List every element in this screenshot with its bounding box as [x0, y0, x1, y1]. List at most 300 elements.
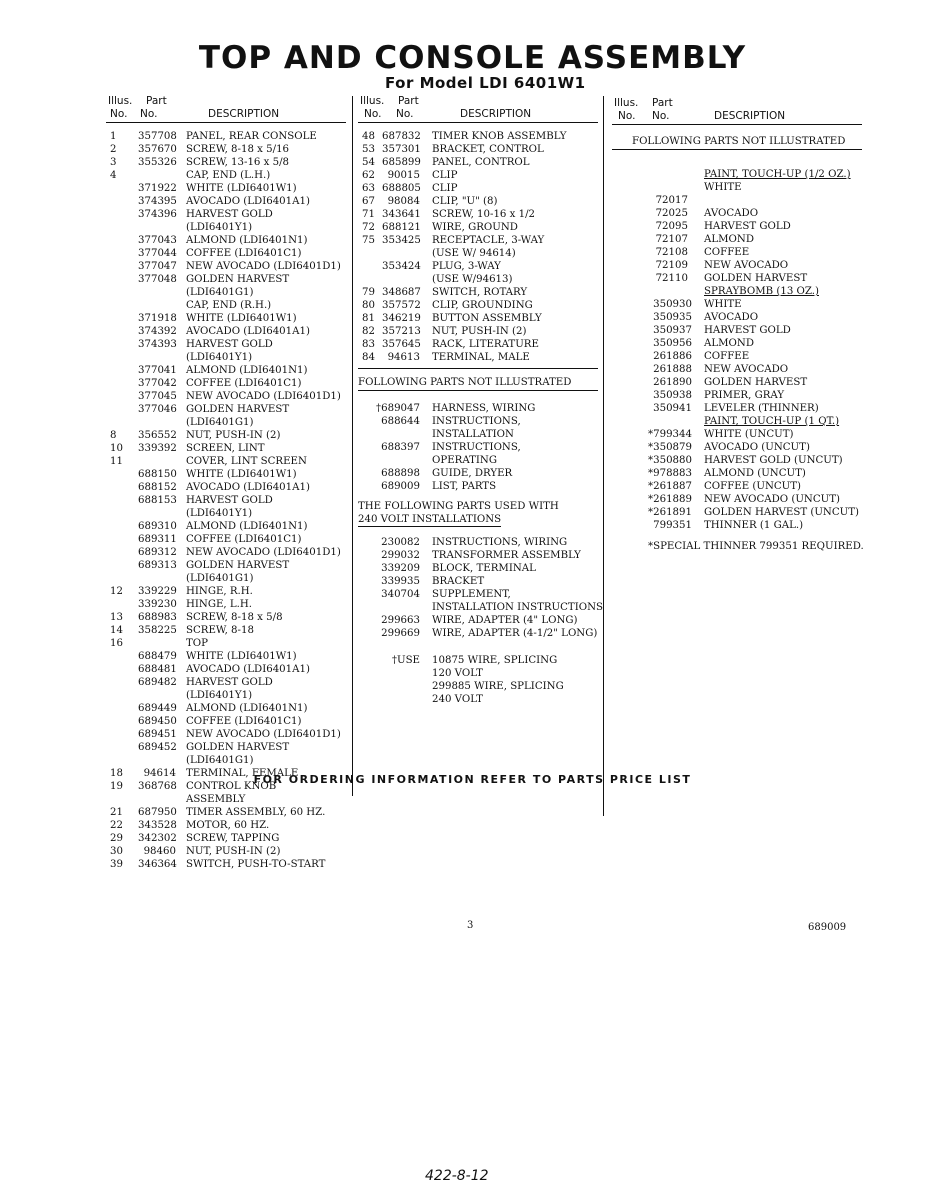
part-description: HARVEST GOLD [186, 339, 273, 350]
column-header-top [612, 97, 862, 110]
parts-list [612, 298, 862, 415]
part-description: COFFEE [704, 351, 750, 362]
part-row [106, 364, 346, 377]
part-number: 353424 [382, 261, 421, 272]
part-row [106, 429, 346, 442]
part-description: TIMER KNOB ASSEMBLY [432, 131, 567, 142]
part-description: SCREEN, LINT [186, 443, 265, 454]
illus-number: 67 [362, 196, 375, 207]
part-row [358, 273, 598, 286]
part-row [106, 260, 346, 273]
part-description: COFFEE (LDI6401C1) [186, 248, 302, 259]
part-description: HINGE, L.H. [186, 599, 252, 610]
parts-list [358, 130, 598, 364]
part-row [106, 325, 346, 338]
part-row [358, 549, 598, 562]
illus-number: 3 [110, 157, 117, 168]
part-description: WHITE (UNCUT) [704, 429, 794, 440]
part-description: AVOCADO (LDI6401A1) [186, 326, 310, 337]
part-number: 350935 [653, 312, 692, 323]
no-label: No. [396, 108, 414, 120]
part-number: *978883 [648, 468, 692, 479]
part-description: SWITCH, PUSH-TO-START [186, 859, 326, 870]
ordering-footer: FOR ORDERING INFORMATION REFER TO PARTS PRICE LIST [253, 773, 692, 786]
part-description: WHITE (LDI6401W1) [186, 469, 297, 480]
part-row [358, 614, 598, 627]
illus-label: Illus. [108, 95, 133, 107]
part-row [612, 324, 862, 337]
part-description: ALMOND (LDI6401N1) [186, 235, 308, 246]
part-row [358, 286, 598, 299]
part-number: 357213 [382, 326, 421, 337]
part-number: 340704 [381, 589, 420, 600]
part-row [358, 312, 598, 325]
part-description: OPERATING [432, 455, 497, 466]
illus-number: 79 [362, 287, 375, 298]
volt-240-line: 240 VOLT INSTALLATIONS [358, 514, 502, 525]
illus-number: 48 [362, 131, 375, 142]
part-row [106, 130, 346, 143]
part-description: HARVEST GOLD (UNCUT) [704, 455, 843, 466]
part-description: NEW AVOCADO (LDI6401D1) [186, 729, 341, 740]
column-header-top [358, 95, 598, 108]
part-number: *799344 [648, 429, 692, 440]
part-description: AVOCADO [704, 208, 759, 219]
part-description: GOLDEN HARVEST [704, 377, 808, 388]
part-description: INSTRUCTIONS, [432, 416, 521, 427]
column-header-bottom [106, 108, 346, 123]
part-description: CAP, END (R.H.) [186, 300, 272, 311]
part-number: 687950 [138, 807, 177, 818]
part-row [612, 181, 862, 194]
description-label: DESCRIPTION [714, 110, 786, 122]
part-number: 374393 [138, 339, 177, 350]
illus-number: 63 [362, 183, 375, 194]
part-number: 799351 [653, 520, 692, 531]
part-description: (LDI6401Y1) [186, 222, 253, 233]
part-row [612, 376, 862, 389]
part-row [106, 442, 346, 455]
part-number: *350879 [648, 442, 692, 453]
part-number: 261890 [653, 377, 692, 388]
part-row [106, 754, 346, 767]
part-description: NEW AVOCADO [704, 260, 789, 271]
part-row [612, 272, 862, 285]
part-description: NUT, PUSH-IN (2) [432, 326, 527, 337]
illus-number: 62 [362, 170, 375, 181]
part-row [612, 402, 862, 415]
no-label: No. [364, 108, 382, 120]
part-row [612, 506, 862, 519]
part-row [106, 390, 346, 403]
part-description: CLIP [432, 183, 458, 194]
part-number: 299669 [381, 628, 420, 639]
part-row [106, 221, 346, 234]
part-description: CONTROL KNOB [186, 781, 277, 792]
part-row [358, 325, 598, 338]
part-description: HARVEST GOLD [186, 677, 273, 688]
part-row [612, 194, 862, 207]
part-description: SUPPLEMENT, [432, 589, 511, 600]
part-number: 688481 [138, 664, 177, 675]
part-description: (LDI6401Y1) [186, 508, 253, 519]
column-header-bottom [358, 108, 598, 123]
part-number: *350880 [648, 455, 692, 466]
part-row [358, 467, 598, 480]
part-number: 342302 [138, 833, 177, 844]
part-number: 350937 [653, 325, 692, 336]
part-description: GOLDEN HARVEST [704, 273, 808, 284]
part-row [106, 728, 346, 741]
part-number: 685899 [382, 157, 421, 168]
part-description: COFFEE (UNCUT) [704, 481, 802, 492]
part-number: 358225 [138, 625, 177, 636]
part-description: WHITE [704, 182, 742, 193]
volt-240-line: THE FOLLOWING PARTS USED WITH [358, 501, 559, 512]
part-number: 371922 [138, 183, 177, 194]
part-description: NEW AVOCADO [704, 364, 789, 375]
parts-list [358, 536, 603, 640]
illus-number: 30 [110, 846, 123, 857]
part-description: (USE W/94613) [432, 274, 513, 285]
part-description: LIST, PARTS [432, 481, 497, 492]
part-description: WHITE (LDI6401W1) [186, 183, 297, 194]
part-description: SCREW, 8-18 x 5/16 [186, 144, 290, 155]
part-row [612, 246, 862, 259]
parts-column-1 [106, 95, 346, 871]
part-description: NUT, PUSH-IN (2) [186, 846, 281, 857]
part-number: 688121 [382, 222, 421, 233]
part-number: 688397 [381, 442, 420, 453]
part-row [106, 689, 346, 702]
part-row [106, 845, 346, 858]
part-description: ALMOND (LDI6401N1) [186, 703, 308, 714]
part-number: 689310 [138, 521, 177, 532]
part-description: WHITE [704, 299, 742, 310]
spraybomb-heading: SPRAYBOMB (13 OZ.) [704, 286, 819, 297]
no-label: No. [140, 108, 158, 120]
part-number: 688152 [138, 482, 177, 493]
part-description: HARVEST GOLD [186, 495, 273, 506]
part-row [106, 403, 346, 416]
part-number: 261886 [653, 351, 692, 362]
part-row [612, 389, 862, 402]
part-description: (LDI6401Y1) [186, 352, 253, 363]
part-number: 377048 [138, 274, 177, 285]
illus-number: 80 [362, 300, 375, 311]
part-row [358, 654, 598, 667]
part-row [612, 350, 862, 363]
part-row [358, 575, 598, 588]
part-description: NEW AVOCADO (LDI6401D1) [186, 391, 341, 402]
part-row [106, 819, 346, 832]
part-row [358, 299, 598, 312]
part-description: HARVEST GOLD [704, 221, 791, 232]
illus-label: Illus. [614, 97, 639, 109]
illus-number: 53 [362, 144, 375, 155]
part-number: 94613 [387, 352, 420, 363]
part-row [106, 455, 346, 468]
part-label: Part [398, 95, 419, 107]
part-description: AVOCADO (LDI6401A1) [186, 482, 310, 493]
part-description: ALMOND [704, 338, 754, 349]
part-number: 689482 [138, 677, 177, 688]
part-number: *261889 [648, 494, 692, 505]
parts-list [612, 428, 862, 532]
part-number: 98084 [387, 196, 420, 207]
illus-number: 8 [110, 430, 117, 441]
part-row [106, 598, 346, 611]
part-description: AVOCADO (LDI6401A1) [186, 664, 310, 675]
part-description: GOLDEN HARVEST [186, 274, 290, 285]
part-description: (LDI6401G1) [186, 573, 254, 584]
not-illustrated-heading: FOLLOWING PARTS NOT ILLUSTRATED [612, 135, 862, 150]
part-row [106, 533, 346, 546]
part-description: NUT, PUSH-IN (2) [186, 430, 281, 441]
part-row [358, 588, 598, 601]
part-description: ALMOND (LDI6401N1) [186, 521, 308, 532]
part-description: LEVELER (THINNER) [704, 403, 819, 414]
part-description: 10875 WIRE, SPLICING [432, 655, 558, 666]
part-row [358, 234, 598, 247]
part-number: 377047 [138, 261, 177, 272]
part-number: 299032 [381, 550, 420, 561]
part-row [106, 247, 346, 260]
part-number: 350938 [653, 390, 692, 401]
part-row [612, 480, 862, 493]
no-label: No. [110, 108, 128, 120]
part-description: WIRE, ADAPTER (4-1/2" LONG) [432, 628, 598, 639]
part-number: 72025 [655, 208, 688, 219]
part-description: COFFEE [704, 247, 750, 258]
part-description: INSTRUCTIONS, [432, 442, 521, 453]
part-number: 368768 [138, 781, 177, 792]
part-description: COFFEE (LDI6401C1) [186, 534, 302, 545]
part-description: CLIP, "U" (8) [432, 196, 498, 207]
part-row [358, 627, 598, 640]
part-number: 339229 [138, 586, 177, 597]
part-description: NEW AVOCADO (LDI6401D1) [186, 547, 341, 558]
part-number: 689449 [138, 703, 177, 714]
column-header-bottom [612, 110, 862, 125]
part-number: 688644 [381, 416, 420, 427]
part-row [106, 572, 346, 585]
part-description: TERMINAL, MALE [432, 352, 530, 363]
part-number: 357645 [382, 339, 421, 350]
part-row [106, 481, 346, 494]
illus-number: 19 [110, 781, 123, 792]
part-description: CLIP, GROUNDING [432, 300, 533, 311]
part-number: 377043 [138, 235, 177, 246]
volt-240-heading [358, 500, 598, 527]
illus-number: 18 [110, 768, 123, 779]
part-number: 343641 [382, 209, 421, 220]
part-label: Part [146, 95, 167, 107]
part-description: (LDI6401Y1) [186, 690, 253, 701]
part-row [106, 832, 346, 845]
part-row [612, 454, 862, 467]
part-row [358, 143, 598, 156]
part-description: CAP, END (L.H.) [186, 170, 271, 181]
part-number: 261888 [653, 364, 692, 375]
part-row [106, 156, 346, 169]
part-number: 688153 [138, 495, 177, 506]
part-description: 299885 WIRE, SPLICING [432, 681, 564, 692]
part-description: SCREW, 13-16 x 5/8 [186, 157, 290, 168]
part-row [106, 637, 346, 650]
part-row [358, 480, 598, 493]
illus-number: 72 [362, 222, 375, 233]
part-row [106, 650, 346, 663]
illus-number: 16 [110, 638, 123, 649]
part-description: GUIDE, DRYER [432, 468, 513, 479]
part-description: AVOCADO [704, 312, 759, 323]
illus-number: 1 [110, 131, 117, 142]
part-row [106, 507, 346, 520]
part-row [358, 562, 598, 575]
part-row [106, 195, 346, 208]
part-number: 689312 [138, 547, 177, 558]
part-description: RECEPTACLE, 3-WAY [432, 235, 545, 246]
part-number: 688983 [138, 612, 177, 623]
part-row [358, 169, 598, 182]
part-description: HINGE, R.H. [186, 586, 253, 597]
part-row [106, 806, 346, 819]
part-description: MOTOR, 60 HZ. [186, 820, 270, 831]
part-number: 72109 [655, 260, 688, 271]
part-number: 72107 [655, 234, 688, 245]
illus-number: 81 [362, 313, 375, 324]
part-number: 72110 [655, 273, 688, 284]
paint-touchup-heading: PAINT, TOUCH-UP (1/2 OZ.) [704, 169, 851, 180]
part-description: (LDI6401G1) [186, 417, 254, 428]
part-row [358, 221, 598, 234]
part-row [612, 298, 862, 311]
illus-number: 4 [110, 170, 117, 181]
part-row [106, 793, 346, 806]
illus-number: 22 [110, 820, 123, 831]
part-number: 689452 [138, 742, 177, 753]
part-row [106, 494, 346, 507]
part-row [106, 416, 346, 429]
part-row [106, 338, 346, 351]
description-label: DESCRIPTION [208, 108, 280, 120]
part-number: 94614 [143, 768, 176, 779]
part-row [612, 519, 862, 532]
part-number: 72108 [655, 247, 688, 258]
part-number: 348687 [382, 287, 421, 298]
part-number: 377046 [138, 404, 177, 415]
part-description: NEW AVOCADO (LDI6401D1) [186, 261, 341, 272]
part-description: WHITE (LDI6401W1) [186, 651, 297, 662]
part-number: 230082 [381, 537, 420, 548]
parts-list [106, 130, 346, 871]
part-number: 357708 [138, 131, 177, 142]
part-description: WIRE, GROUND [432, 222, 518, 233]
part-row [358, 247, 598, 260]
part-row [106, 468, 346, 481]
part-number: 72095 [655, 221, 688, 232]
parts-column-2 [358, 95, 603, 706]
part-number: 377042 [138, 378, 177, 389]
illus-number: 54 [362, 157, 375, 168]
part-row [106, 312, 346, 325]
document-number: 689009 [808, 922, 847, 933]
section-divider [358, 368, 598, 391]
illus-number: 14 [110, 625, 123, 636]
part-number: 371918 [138, 313, 177, 324]
part-number: 339230 [138, 599, 177, 610]
part-number: 688150 [138, 469, 177, 480]
part-description: ALMOND [704, 234, 754, 245]
part-description: BUTTON ASSEMBLY [432, 313, 542, 324]
part-row [358, 601, 603, 614]
part-description: THINNER (1 GAL.) [704, 520, 804, 531]
part-description: ASSEMBLY [186, 794, 246, 805]
part-description: INSTALLATION INSTRUCTIONS [432, 602, 603, 613]
part-description: (USE W/ 94614) [432, 248, 516, 259]
part-number: 350941 [653, 403, 692, 414]
part-description: SCREW, 8-18 x 5/8 [186, 612, 283, 623]
part-number: 689313 [138, 560, 177, 571]
part-number: 90015 [387, 170, 420, 181]
part-description: HARNESS, WIRING [432, 403, 536, 414]
part-row [612, 467, 862, 480]
illus-number: 29 [110, 833, 123, 844]
part-description: TOP [186, 638, 209, 649]
part-row [612, 207, 862, 220]
part-row [612, 441, 862, 454]
part-row [358, 428, 598, 441]
part-description: SCREW, 8-18 [186, 625, 254, 636]
splicing-note [358, 654, 598, 706]
part-number: 357572 [382, 300, 421, 311]
part-number: 377041 [138, 365, 177, 376]
part-description: TERMINAL, FEMALE [186, 768, 299, 779]
part-number: 356552 [138, 430, 177, 441]
part-number: 339392 [138, 443, 177, 454]
part-row [106, 351, 346, 364]
part-row [358, 415, 598, 428]
illus-number: 39 [110, 859, 123, 870]
illus-number: 84 [362, 352, 375, 363]
part-description: HARVEST GOLD [186, 209, 273, 220]
part-row [358, 195, 598, 208]
part-description: AVOCADO (UNCUT) [704, 442, 810, 453]
part-row [106, 520, 346, 533]
part-description: PANEL, CONTROL [432, 157, 530, 168]
part-number: 353425 [382, 235, 421, 246]
part-description: (LDI6401G1) [186, 755, 254, 766]
part-row [106, 286, 346, 299]
part-number: 355326 [138, 157, 177, 168]
part-row [358, 156, 598, 169]
illus-label: Illus. [360, 95, 385, 107]
part-row [612, 259, 862, 272]
part-row [358, 441, 598, 454]
part-number: 357670 [138, 144, 177, 155]
page-number: 3 [467, 920, 474, 931]
illus-number: 12 [110, 586, 123, 597]
parts-list [358, 402, 598, 493]
part-number: 98460 [143, 846, 176, 857]
part-description: WHITE (LDI6401W1) [186, 313, 297, 324]
part-description: COFFEE (LDI6401C1) [186, 378, 302, 389]
part-number: 688805 [382, 183, 421, 194]
part-description: SCREW, TAPPING [186, 833, 280, 844]
part-number: †689047 [376, 403, 420, 414]
part-number: 689311 [138, 534, 177, 545]
